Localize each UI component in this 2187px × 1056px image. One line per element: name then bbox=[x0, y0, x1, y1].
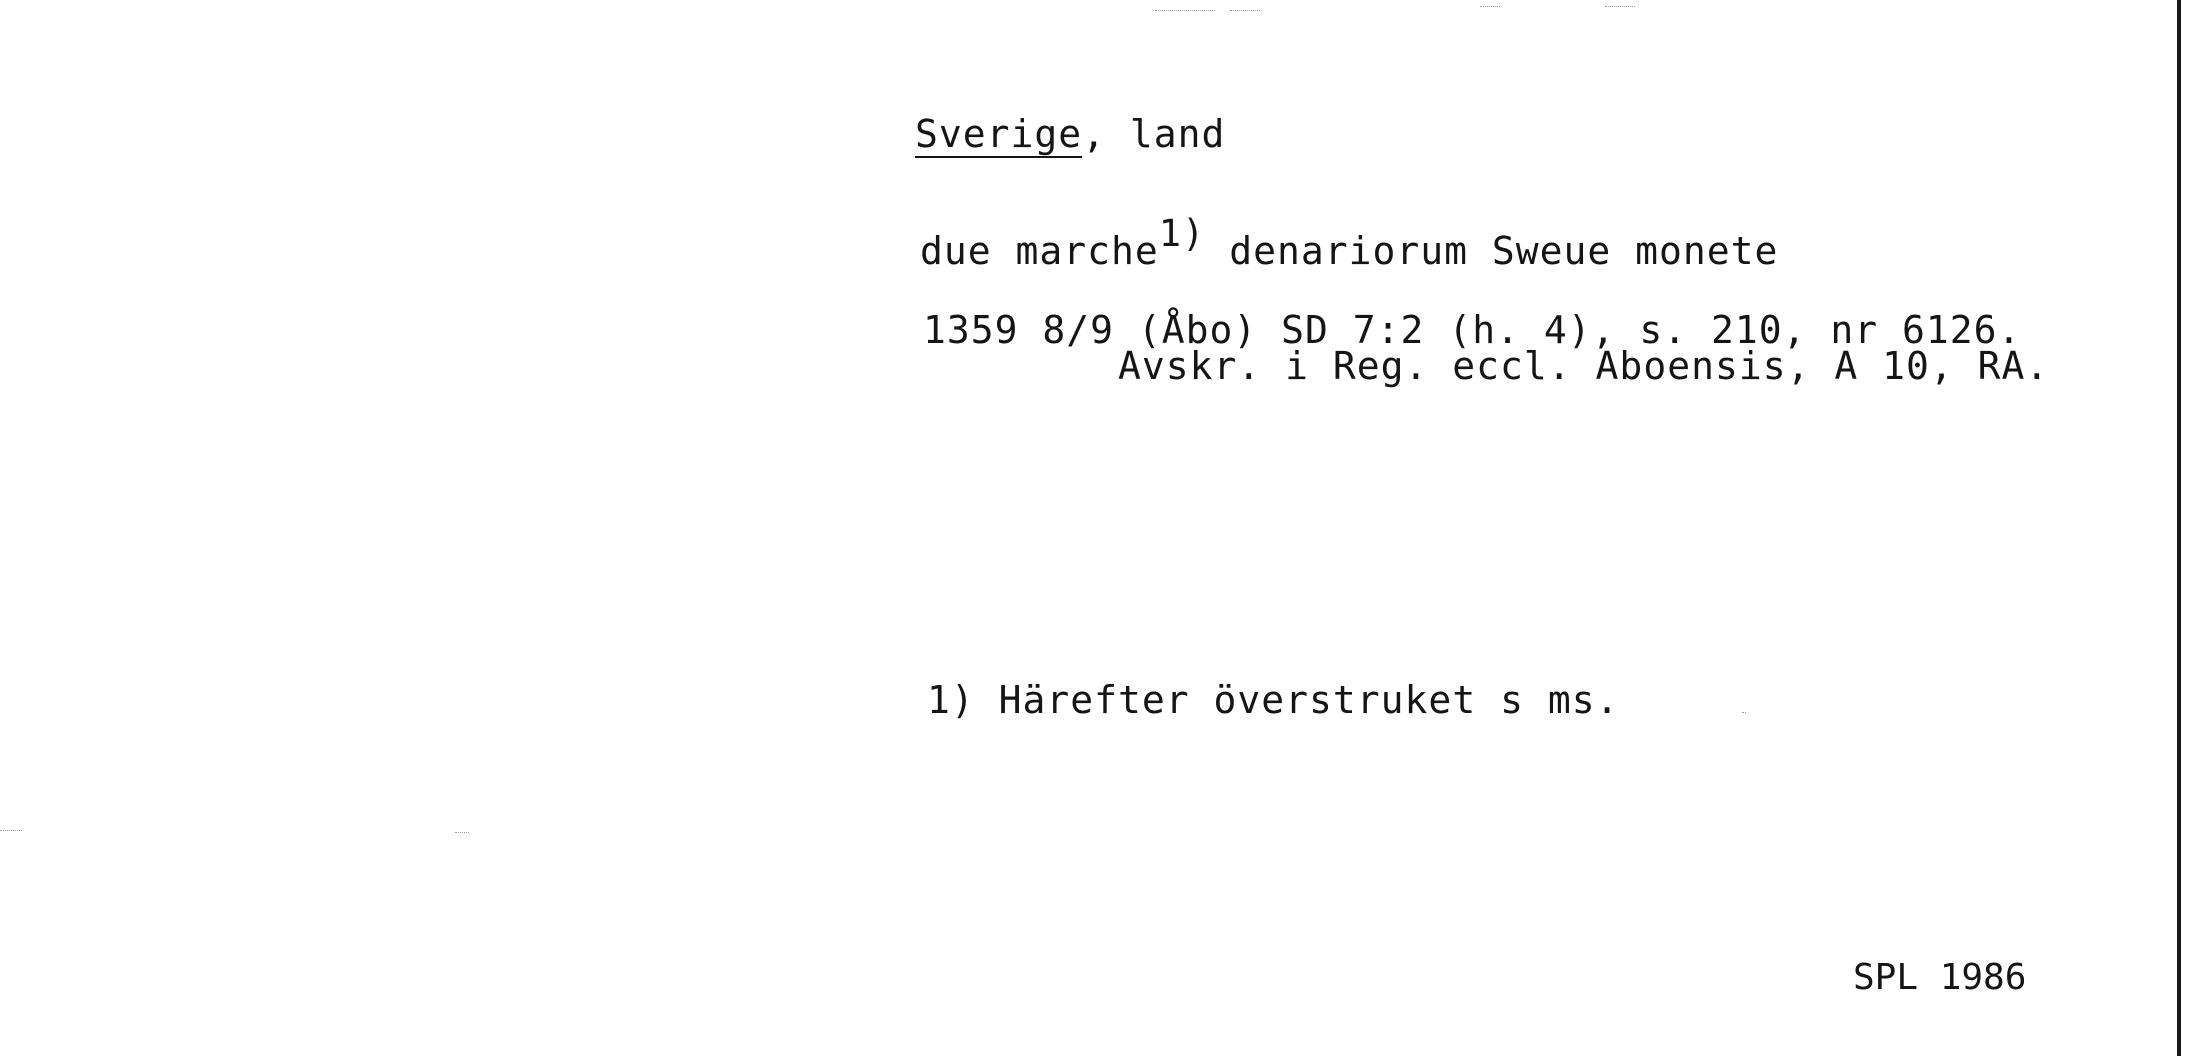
headword: Sverige bbox=[915, 112, 1083, 156]
footnote-reference: 1) bbox=[1158, 212, 1206, 256]
scan-speck bbox=[455, 832, 469, 834]
archive-reference: Avskr. i Reg. eccl. Aboensis, A 10, RA. bbox=[1118, 344, 2050, 388]
headword-gloss: , land bbox=[1082, 112, 1226, 156]
scan-speck bbox=[1230, 10, 1260, 12]
quotation-line bbox=[920, 212, 1779, 273]
source-reference: 1359 8/9 (Åbo) SD 7:2 (h. 4), s. 210, nr 6126. bbox=[923, 308, 2022, 352]
signature-year: SPL 1986 bbox=[1853, 957, 2027, 998]
scan-speck bbox=[1155, 10, 1215, 12]
quotation-text-before: due marche bbox=[920, 229, 1159, 273]
scan-speck bbox=[1480, 6, 1500, 8]
scan-speck bbox=[0, 830, 22, 832]
footnote-text: 1) Härefter överstruket s ms. bbox=[927, 678, 1620, 722]
card-edge-border bbox=[2177, 0, 2181, 1056]
scan-speck bbox=[1742, 712, 1746, 714]
quotation-text-after: denariorum Sweue monete bbox=[1205, 229, 1779, 273]
headword-line bbox=[915, 112, 1226, 156]
scan-speck bbox=[1605, 6, 1635, 8]
